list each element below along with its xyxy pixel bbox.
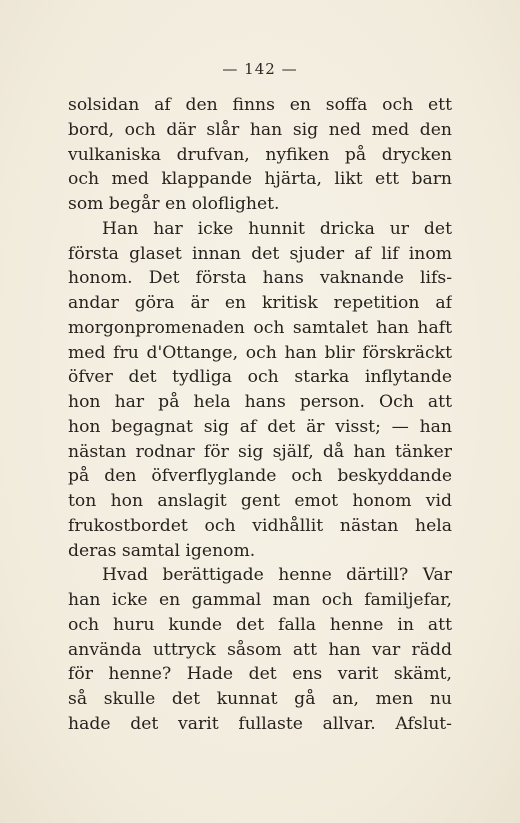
text-line: och med klappande hjärta, likt ett barn	[68, 169, 452, 190]
text-line: han icke en gammal man och familjefar,	[68, 590, 452, 610]
text-line: deras samtal igenom.	[68, 540, 256, 561]
text-line: morgonpromenaden och samtalet han haft	[68, 317, 452, 338]
text-line: hon har på hela hans person. Och att	[68, 392, 452, 412]
text-line: nästan rodnar för sig själf, då han tänker	[68, 441, 452, 462]
text-line: bord, och där slår han sig ned med den	[68, 119, 452, 140]
text-line: första glaset innan det sjuder af lif inom	[68, 243, 452, 264]
text-line: honom. Det första hans vaknande lifs-	[68, 268, 452, 289]
text-line: så skulle det kunnat gå an, men nu	[68, 689, 452, 709]
text-line: Hvad berättigade henne därtill? Var	[102, 565, 452, 586]
text-line: solsidan af den finns en soffa och ett	[68, 95, 452, 115]
text-line: öfver det tydliga och starka inflytande	[68, 367, 452, 388]
text-line: hon begagnat sig af det är visst; — han	[68, 416, 452, 437]
text-line: med fru d'Ottange, och han blir förskräckt	[68, 342, 452, 363]
text-line: använda uttryck såsom att han var rädd	[68, 639, 452, 660]
text-line: vulkaniska drufvan, nyfiken på drycken	[68, 144, 452, 165]
text-line: som begår en oloflighet.	[68, 194, 280, 214]
text-line: hade det varit fullaste allvar. Afslut-	[68, 713, 452, 734]
text-line: ton hon anslagit gent emot honom vid	[68, 491, 452, 511]
page-number: — 142 —	[222, 60, 298, 78]
text-line: frukostbordet och vidhållit nästan hela	[68, 515, 452, 536]
text-line: andar göra är en kritisk repetition af	[68, 293, 452, 313]
text-line: på den öfverflyglande och beskyddande	[68, 466, 452, 487]
text-line: för henne? Hade det ens varit skämt,	[68, 664, 452, 685]
body-text	[68, 93, 452, 737]
text-line: Han har icke hunnit dricka ur det	[102, 218, 452, 239]
text-line: och huru kunde det falla henne in att	[68, 614, 452, 635]
